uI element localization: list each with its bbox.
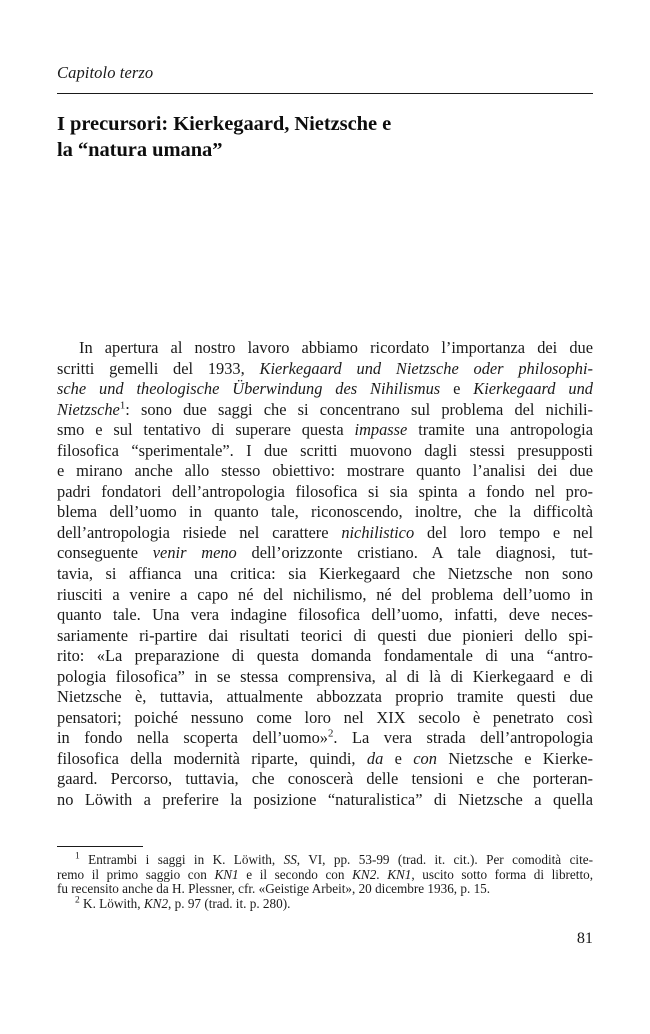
body-line: sariamente ri-partire dai risultati teorici di questi due pionieri dello spi- xyxy=(57,625,593,645)
footnote-marker-2: 2 xyxy=(75,895,80,906)
body-paragraph xyxy=(57,338,593,811)
page-title xyxy=(57,111,593,164)
chapter-label: Capitolo terzo xyxy=(57,63,154,82)
footnote-2 xyxy=(57,897,593,912)
title-divider-rule xyxy=(57,93,593,94)
body-line: dell’antropologia risiede nel carattere nichilistico del loro tempo e nel xyxy=(57,522,593,542)
body-line: filosofica della modernità riparte, quindi, da e con Nietzsche e Kierke- xyxy=(57,748,593,768)
body-line: e mirano anche allo stesso obiettivo: mostrare quanto l’analisi dei due xyxy=(57,461,593,481)
body-line: Nietzsche è, tuttavia, attualmente abbozzata proprio tramite questi due xyxy=(57,687,593,707)
footnote-line: $^1$ Entrambi i saggi in K. Löwith, SS, VI, pp. 53-99 (trad. it. cit.). Per comodità cite- xyxy=(75,851,593,867)
footnote-1 xyxy=(57,853,593,897)
body-line: filosofica “sperimentale”. I due scritti muovono dagli stessi presupposti xyxy=(57,440,593,460)
page-title-line-2: la “natura umana” xyxy=(57,139,223,162)
body-text xyxy=(57,338,593,811)
footnote-line: fu recensito anche da H. Plessner, cfr. «Geistige Arbeit», 20 dicembre 1936, p. 15. xyxy=(57,881,491,897)
page-title-line-1: I precursori: Kierkegaard, Nietzsche e xyxy=(57,112,392,135)
footnote-marker-1: 1 xyxy=(75,851,80,862)
body-line: scritti gemelli del 1933, Kierkegaard und Nietzsche oder philosophi- xyxy=(57,358,593,378)
body-line: pologia filosofica” in se stessa comprensiva, al di là di Kierkegaard e di xyxy=(57,666,593,686)
body-line: no Löwith a preferire la posizione “naturalistica” di Nietzsche a quella xyxy=(57,790,593,810)
body-line: In apertura al nostro lavoro abbiamo ricordato l’importanza dei due xyxy=(79,338,593,357)
body-line: sche und theologische Überwindung des Nihilismus e Kierkegaard und xyxy=(57,379,593,399)
footnote-separator-rule xyxy=(57,846,143,847)
body-line: quanto tale. Una vera indagine filosofica dell’uomo, infatti, deve neces- xyxy=(57,605,593,625)
body-line: Nietzsche$^1$: sono due saggi che si concentrano sul problema del nichili- xyxy=(57,399,593,419)
footnote-ref-2[interactable]: 2 xyxy=(328,727,334,740)
body-line: rito: «La preparazione di questa domanda fondamentale di una “antro- xyxy=(57,646,593,666)
footnote-line: remo il primo saggio con KN1 e il secondo con KN2. KN1, uscito sotto forma di libretto, xyxy=(57,866,594,882)
footnote-line: $^2$ K. Löwith, KN2, p. 97 (trad. it. p. 280). xyxy=(75,895,291,911)
body-line: in fondo nella scoperta dell’uomo»$^2$. La vera strada dell’antropologia xyxy=(57,727,593,748)
footnote-ref-1[interactable]: 1 xyxy=(119,399,126,412)
page-number: 81 xyxy=(576,929,593,947)
body-line: conseguente venir meno dell’orizzonte cristiano. A tale diagnosi, tut- xyxy=(57,543,593,563)
body-line: gaard. Percorso, tuttavia, che conoscerà delle tensioni e che porteran- xyxy=(57,769,593,789)
body-line: smo e sul tentativo di superare questa impasse tramite una antropologia xyxy=(57,420,593,440)
body-line: riusciti a venire a capo né del nichilismo, né del problema dell’uomo in xyxy=(57,584,593,604)
body-line: padri fondatori dell’antropologia filosofica si sia spinta a fondo nel pro- xyxy=(57,481,593,501)
body-line: tavia, si affianca una critica: sia Kierkegaard che Nietzsche non sono xyxy=(57,564,593,584)
body-line: blema dell’uomo in quanto tale, riconoscendo, inoltre, che la difficoltà xyxy=(57,502,593,522)
footnotes-area xyxy=(57,853,593,911)
body-line: pensatori; poiché nessuno come loro nel XIX secolo è penetrato così xyxy=(57,707,593,727)
